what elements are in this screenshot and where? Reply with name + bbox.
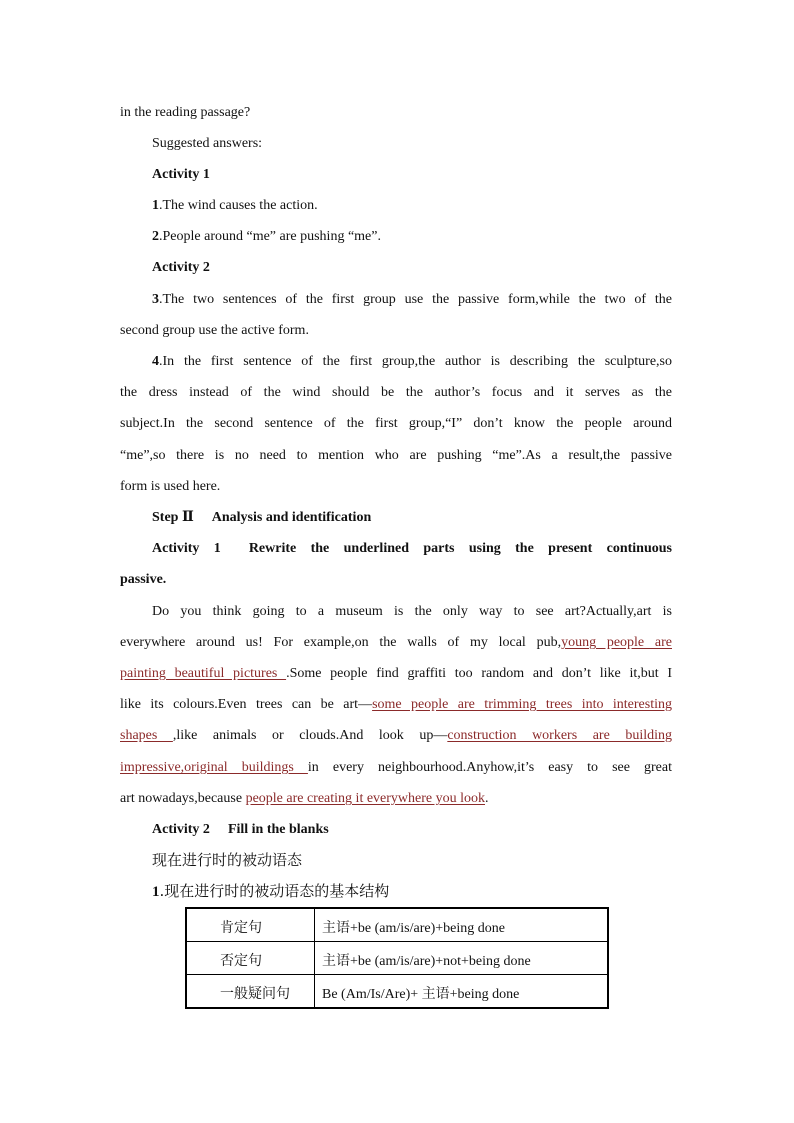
s2-activity1-instruction: Rewrite the underlined parts using the present continuous (248, 541, 672, 556)
text-line-5 (120, 727, 672, 745)
table-row (187, 909, 607, 942)
answer-1-number: 1 (152, 198, 159, 213)
text-line-5-plain: ,like animals or clouds.And look up— (172, 728, 448, 743)
underlined-phrase-2: some people are trimming trees into interesting (372, 697, 672, 712)
answer-4-line-5: form is used here. (120, 479, 221, 494)
text-line-6-plain: in every neighbourhood.Anyhow,it’s easy to see great (307, 760, 672, 775)
text-line-3 (120, 665, 672, 683)
cn-subsection-text: .现在进行时的被动语态的基本结构 (159, 882, 390, 900)
underlined-phrase-1: young people are (561, 635, 672, 650)
answer-1 (152, 197, 318, 215)
answer-4-line-3: subject.In the second sentence of the first group,“I” don’t know the people around (120, 416, 672, 431)
underlined-phrase-2-cont: shapes (120, 728, 173, 743)
table-cell-type (187, 909, 315, 941)
s2-activity1-heading (152, 540, 672, 558)
answer-4-number: 4 (152, 354, 159, 369)
s2-activity1-label: Activity 1 (152, 541, 221, 556)
answer-4-line-2: the dress instead of the wind should be the author’s focus and it serves as the (120, 385, 672, 400)
text-line-1: Do you think going to a museum is the only way to see art?Actually,art is (152, 604, 672, 619)
answer-1-text: .The wind causes the action. (159, 198, 318, 213)
text-line-7 (120, 790, 489, 808)
structure-formula: 主语+be (am/is/are)+not+being done (322, 954, 531, 969)
step2-title: Analysis and identification (211, 510, 372, 525)
cn-section-title: 现在进行时的被动语态 (152, 851, 303, 869)
s2-activity2-title: Fill in the blanks (227, 822, 329, 837)
text-line-3-plain: .Some people find graffiti too random and don’t like it,but I (286, 666, 672, 681)
answer-4-line-1 (152, 353, 672, 371)
activity1-heading: Activity 1 (152, 167, 210, 182)
answer-2-number: 2 (152, 229, 159, 244)
text-line-4 (120, 696, 672, 714)
cn-subsection-number: 1 (152, 884, 160, 900)
underlined-phrase-3-cont: impressive,original buildings (120, 760, 308, 775)
text-line-7-end: . (485, 791, 489, 806)
table-row (187, 975, 607, 1008)
s2-activity2-heading (152, 821, 329, 839)
text-line-2-plain: everywhere around us! For example,on the walls of my local pub, (120, 635, 562, 650)
answer-2-text: .People around “me” are pushing “me”. (159, 229, 381, 244)
activity2-heading: Activity 2 (152, 260, 210, 275)
structure-formula: Be (Am/Is/Are)+ 主语+being done (322, 987, 520, 1002)
s2-activity2-label: Activity 2 (152, 822, 210, 837)
table-row (187, 942, 607, 975)
answer-4-line-4: “me”,so there is no need to mention who are pushing “me”.As a result,the passive (120, 448, 672, 463)
text-line-2 (120, 634, 672, 652)
answer-2 (152, 228, 381, 246)
suggested-answers-label: Suggested answers: (152, 136, 263, 151)
paragraph-intro: in the reading passage? (120, 105, 251, 120)
underlined-phrase-1-cont: painting beautiful pictures (120, 666, 287, 681)
underlined-phrase-3: construction workers are building (447, 728, 673, 743)
underlined-phrase-4: people are creating it everywhere you look (245, 791, 486, 806)
answer-3-text: .The two sentences of the first group use the passive form,while the two of the (159, 292, 672, 307)
cn-subsection-title (152, 882, 389, 901)
answer-3-line-1 (152, 291, 672, 309)
structure-formula: 主语+be (am/is/are)+being done (322, 921, 505, 936)
table-cell-type (187, 942, 315, 974)
answer-3-line-2: second group use the active form. (120, 323, 309, 338)
table-cell-type (187, 975, 315, 1008)
type-label: 肯定句 (220, 920, 262, 936)
text-line-4-plain: like its colours.Even trees can be art— (120, 697, 373, 712)
step2-heading (152, 509, 371, 527)
step2-label: Step Ⅱ (152, 510, 194, 525)
structure-table (185, 907, 609, 1009)
answer-4-text: .In the first sentence of the first group,the author is describing the sculpture,so (159, 354, 672, 369)
s2-activity1-instruction-line2: passive. (120, 572, 167, 587)
text-line-7-plain: art nowadays,because (120, 791, 246, 806)
type-label: 一般疑问句 (220, 986, 290, 1002)
text-line-6 (120, 759, 672, 777)
type-label: 否定句 (220, 953, 262, 969)
answer-3-number: 3 (152, 292, 159, 307)
